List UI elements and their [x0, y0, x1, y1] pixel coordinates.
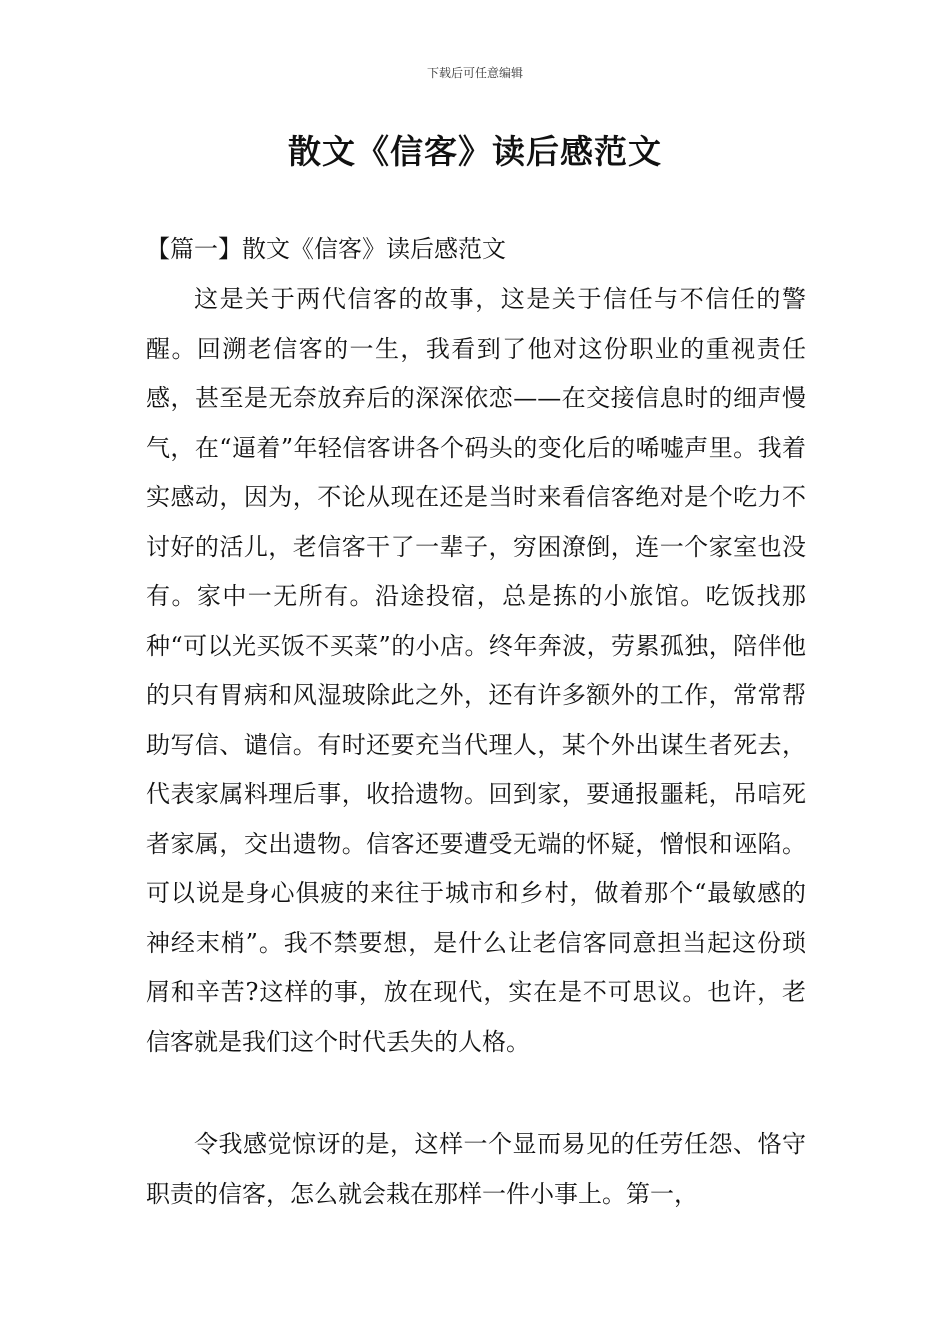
paragraph-2: 令我感觉惊讶的是，这样一个显而易见的任劳任怨、恪守职责的信客，怎么就会栽在那样一件小事上。第一，	[146, 1130, 806, 1208]
document-title: 散文《信客》读后感范文	[288, 132, 662, 171]
paragraph-1: 这是关于两代信客的故事，这是关于信任与不信任的警醒。回溯老信客的一生，我看到了他对这份职业的重视责任感，甚至是无奈放弃后的深深依恋——在交接信息时的细声慢气，在“逼着”年轻信客讲各个码头的变化后的唏嘘声里。我着实感动，因为，不论从现在还是当时来看信客绝对是个吃力不讨好的活儿，老信客干了一辈子，穷困潦倒，连一个家室也没有。家中一无所有。沿途投宿，总是拣的小旅馆。吃饭找那种“可以光买饭不买菜”的小店。终年奔波，劳累孤独，陪伴他的只有胃病和风湿玻除此之外，还有许多额外的工作，常常帮助写信、谴信。有时还要充当代理人，某个外出谋生者死去，代表家属料理后事，收拾遗物。回到家，要通报噩耗，吊唁死者家属，交出遗物。信客还要遭受无端的怀疑，憎恨和诬陷。可以说是身心俱疲的来往于城市和乡村，做着那个“最敏感的神经末梢”。我不禁要想，是什么让老信客同意担当起这份琐屑和辛苦?这样的事，放在现代，实在是不可思议。也许，老信客就是我们这个时代丢失的人格。	[146, 285, 806, 1056]
header-note: 下载后可任意编辑	[426, 66, 523, 80]
section-heading: 【篇一】散文《信客》读后感范文	[146, 235, 506, 263]
